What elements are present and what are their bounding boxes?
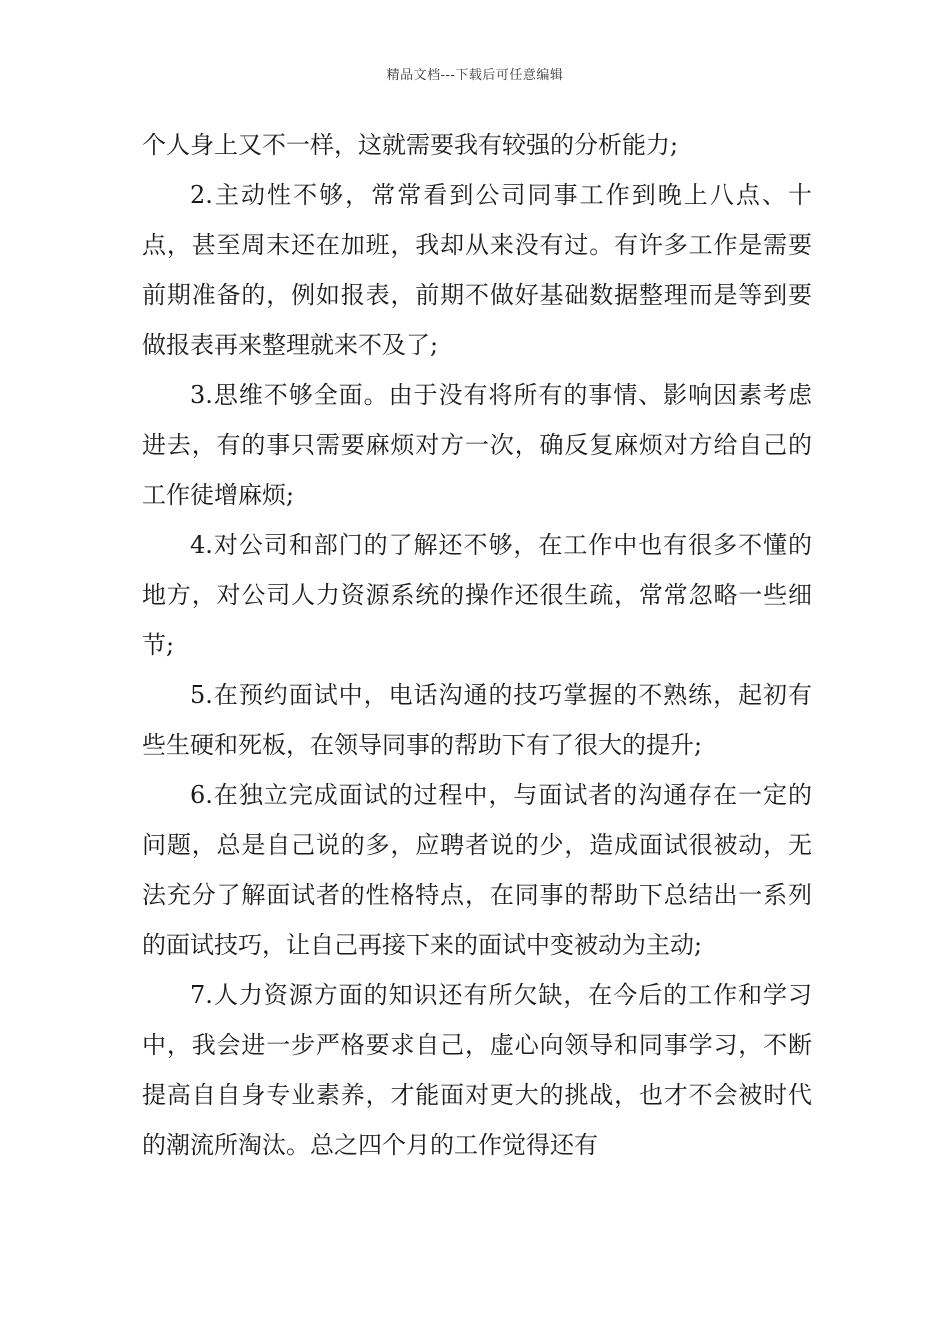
- paragraph-item-3: 3.思维不够全面。由于没有将所有的事情、影响因素考虑进去，有的事只需要麻烦对方一次，确反复麻烦对方给自己的工作徒增麻烦;: [142, 381, 812, 509]
- document-body: [142, 120, 812, 1170]
- paragraph-continuation: 个人身上又不一样，这就需要我有较强的分析能力;: [142, 131, 679, 159]
- paragraph-item-7: 7.人力资源方面的知识还有所欠缺，在今后的工作和学习中，我会进一步严格要求自己，虚心向领导和同事学习，不断提高自自身专业素养，才能面对更大的挑战，也才不会被时代的潮流所淘汰。总之四个月的工作觉得还有: [142, 981, 812, 1159]
- paragraph-item-6: 6.在独立完成面试的过程中，与面试者的沟通存在一定的问题，总是自己说的多，应聘者说的少，造成面试很被动，无法充分了解面试者的性格特点，在同事的帮助下总结出一系列的面试技巧，让自己再接下来的面试中变被动为主动;: [142, 781, 812, 959]
- paragraph-item-2: 2.主动性不够，常常看到公司同事工作到晚上八点、十点，甚至周末还在加班，我却从来没有过。有许多工作是需要前期准备的，例如报表，前期不做好基础数据整理而是等到要做报表再来整理就来不及了;: [142, 181, 812, 359]
- paragraph-item-5: 5.在预约面试中，电话沟通的技巧掌握的不熟练，起初有些生硬和死板，在领导同事的帮助下有了很大的提升;: [142, 681, 812, 759]
- page-header: 精品文档---下载后可任意编辑: [386, 68, 564, 83]
- paragraph-item-4: 4.对公司和部门的了解还不够，在工作中也有很多不懂的地方，对公司人力资源系统的操作还很生疏，常常忽略一些细节;: [142, 531, 812, 659]
